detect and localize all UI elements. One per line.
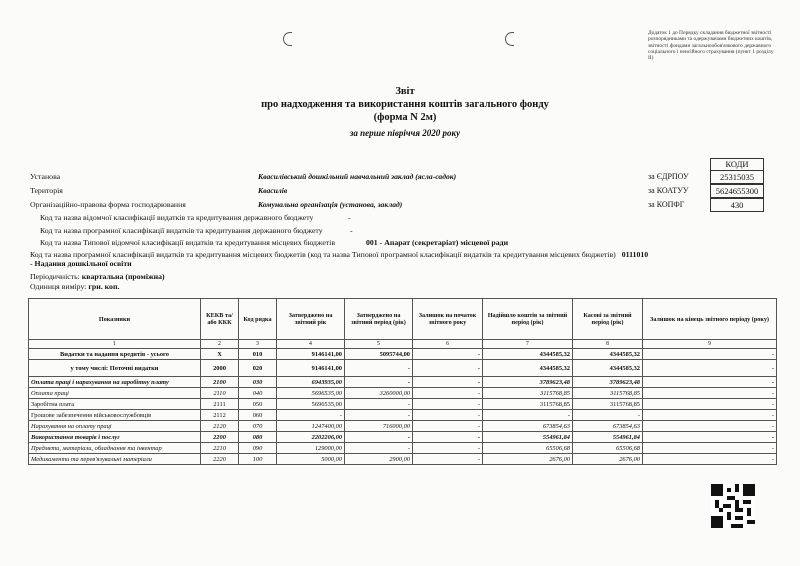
approval-note: Додаток 1 до Порядку складання бюджетної звітності розпорядниками та одержувачами бюджетних коштів, звітності фондами загальнообов'язкового державного соціального і пенсійного страхування (пункт 1 розділу II) (648, 30, 774, 62)
row-approved-year: 5696535,00 (277, 399, 345, 410)
koatuu-label: за КОАТУУ (648, 186, 689, 195)
row-cash-expenses: - (573, 410, 643, 421)
row-received: 2676,00 (483, 454, 573, 465)
row-code: 030 (239, 377, 277, 388)
row-cash-expenses: 4344585,32 (573, 349, 643, 360)
row-kekv: 2000 (201, 360, 239, 377)
table-row (29, 388, 777, 399)
codes-header: КОДИ (710, 158, 764, 170)
row-cash-expenses: 4344585,32 (573, 360, 643, 377)
row-start-balance: - (413, 388, 483, 399)
row-kekv: 2111 (201, 399, 239, 410)
row-kekv: 2112 (201, 410, 239, 421)
row-name: у тому числі: Поточні видатки (29, 360, 201, 377)
row-end-balance: - (643, 377, 777, 388)
row-kekv: 2120 (201, 421, 239, 432)
row-kekv: 2100 (201, 377, 239, 388)
local-program-class (30, 250, 650, 268)
row-cash-expenses: 3789623,48 (573, 377, 643, 388)
row-code: 050 (239, 399, 277, 410)
report-subtitle: про надходження та використання коштів загального фонду (261, 99, 549, 110)
table-row (29, 421, 777, 432)
table-row (29, 377, 777, 388)
column-number: 1 (29, 340, 201, 349)
row-approved-period: - (345, 410, 413, 421)
row-approved-period: - (345, 432, 413, 443)
report-period: за перше півріччя 2020 року (349, 128, 461, 138)
binder-hole-mark (283, 32, 292, 46)
column-number: 2 (201, 340, 239, 349)
row-approved-period: - (345, 360, 413, 377)
row-kekv: 2110 (201, 388, 239, 399)
column-header: Показники (29, 299, 201, 340)
column-number: 6 (413, 340, 483, 349)
row-approved-period: - (345, 443, 413, 454)
row-received: 3115768,85 (483, 399, 573, 410)
row-cash-expenses: 673854,63 (573, 421, 643, 432)
row-start-balance: - (413, 349, 483, 360)
local-program-class-label: Код та назва програмної класифікації видатків та кредитування місцевих бюджетів (код та назва Типової програмної класифікації видатків та кредитування місцевих бюджетів) (30, 250, 616, 259)
table-row (29, 360, 777, 377)
row-received: - (483, 410, 573, 421)
row-received: 673854,63 (483, 421, 573, 432)
edrpou-label: за ЄДРПОУ (648, 172, 689, 181)
row-name: Оплата праці і нарахування на заробітну плату (29, 377, 201, 388)
typical-class-label: Код та назва Типової відомчої класифікації видатків та кредитування місцевих бюджетів (40, 238, 336, 247)
row-name: Нарахування на оплату праці (29, 421, 201, 432)
row-end-balance: - (643, 399, 777, 410)
column-header: Надійшло коштів за звітний період (рік) (483, 299, 573, 340)
row-code: 080 (239, 432, 277, 443)
row-start-balance: - (413, 410, 483, 421)
row-approved-period: 3260000,00 (345, 388, 413, 399)
row-approved-year: 129000,00 (277, 443, 345, 454)
column-header: Касові за звітний період (рік) (573, 299, 643, 340)
column-number-row (29, 340, 777, 349)
territory-label: Територія (30, 186, 63, 195)
row-start-balance: - (413, 443, 483, 454)
table-row (29, 399, 777, 410)
row-kekv: 2210 (201, 443, 239, 454)
report-title: Звіт (395, 86, 415, 97)
institution-label: Установа (30, 172, 61, 181)
table-row (29, 443, 777, 454)
row-cash-expenses: 554961,84 (573, 432, 643, 443)
row-cash-expenses: 3115768,85 (573, 399, 643, 410)
row-approved-year: 5000,00 (277, 454, 345, 465)
row-end-balance: - (643, 410, 777, 421)
row-approved-period: - (345, 377, 413, 388)
row-approved-year: 6943935,00 (277, 377, 345, 388)
program-class-label: Код та назва програмної класифікації видатків та кредитування державного бюджету (40, 226, 323, 235)
column-number: 5 (345, 340, 413, 349)
periodicity-label: Періодичність: (30, 272, 80, 281)
row-approved-period: - (345, 399, 413, 410)
row-received: 3115768,85 (483, 388, 573, 399)
local-program-class-value: 0111010 - Надання дошкільної освіти (30, 250, 649, 268)
row-name: Предмети, матеріали, обладнання та інвентар (29, 443, 201, 454)
row-start-balance: - (413, 377, 483, 388)
row-start-balance: - (413, 432, 483, 443)
column-header: Затверджено на звітний період (рік) (345, 299, 413, 340)
row-kekv: 2220 (201, 454, 239, 465)
row-approved-year: 5696535,00 (277, 388, 345, 399)
column-number: 7 (483, 340, 573, 349)
legal-form-value: Комунальна організація (установа, заклад) (258, 200, 403, 209)
row-cash-expenses: 2676,00 (573, 454, 643, 465)
row-start-balance: - (413, 360, 483, 377)
table-row (29, 349, 777, 360)
column-header: Залишок на кінець звітного періоду (року) (643, 299, 777, 340)
row-approved-year: 9146141,00 (277, 349, 345, 360)
row-end-balance: - (643, 349, 777, 360)
row-start-balance: - (413, 421, 483, 432)
column-number: 3 (239, 340, 277, 349)
row-approved-period: 2900,00 (345, 454, 413, 465)
row-approved-period: 5095744,00 (345, 349, 413, 360)
row-received: 3789623,48 (483, 377, 573, 388)
row-end-balance: - (643, 443, 777, 454)
row-name: Видатки та надання кредитів - усього (29, 349, 201, 360)
departmental-class-label: Код та назва відомчої класифікації видатків та кредитування державного бюджету (40, 213, 314, 222)
periodicity (30, 272, 165, 281)
report-form-number: (форма N 2м) (373, 112, 437, 123)
column-number: 4 (277, 340, 345, 349)
institution-value: Квасилівський дошкільний навчальний заклад (ясла-садок) (258, 172, 457, 181)
typical-class-value: 001 - Апарат (секретаріат) місцевої ради (366, 238, 509, 247)
row-approved-year: 9146141,00 (277, 360, 345, 377)
row-start-balance: - (413, 454, 483, 465)
row-received: 4344585,32 (483, 360, 573, 377)
row-end-balance: - (643, 432, 777, 443)
table-row (29, 432, 777, 443)
edrpou-code: 25315035 (710, 170, 764, 184)
row-name: Використання товарів і послуг (29, 432, 201, 443)
row-start-balance: - (413, 399, 483, 410)
unit (30, 282, 119, 291)
row-code: 060 (239, 410, 277, 421)
row-code: 040 (239, 388, 277, 399)
column-header: Код рядка (239, 299, 277, 340)
report-table (28, 298, 777, 465)
row-end-balance: - (643, 454, 777, 465)
row-approved-year: 2202206,00 (277, 432, 345, 443)
row-name: Медикаменти та перев'язувальні матеріали (29, 454, 201, 465)
column-number: 8 (573, 340, 643, 349)
binder-hole-mark (505, 32, 514, 46)
row-kekv: 2200 (201, 432, 239, 443)
row-code: 100 (239, 454, 277, 465)
territory-value: Квасилів (258, 186, 288, 195)
row-received: 4344585,32 (483, 349, 573, 360)
row-received: 65506,68 (483, 443, 573, 454)
kopfg-label: за КОПФГ (648, 200, 685, 209)
program-class-value: - (350, 226, 353, 235)
row-approved-year: - (277, 410, 345, 421)
unit-label: Одиниця виміру: (30, 282, 87, 291)
column-number: 9 (643, 340, 777, 349)
table-row (29, 410, 777, 421)
periodicity-value: квартальна (проміжна) (81, 272, 165, 281)
row-end-balance: - (643, 360, 777, 377)
legal-form-label: Організаційно-правова форма господарювання (30, 200, 186, 209)
row-cash-expenses: 65506,68 (573, 443, 643, 454)
column-header: Затверджено на звітний рік (277, 299, 345, 340)
column-header: Залишок на початок звітного року (413, 299, 483, 340)
kopfg-code: 430 (710, 198, 764, 212)
row-code: 090 (239, 443, 277, 454)
row-approved-year: 1247400,00 (277, 421, 345, 432)
row-kekv: X (201, 349, 239, 360)
row-received: 554961,84 (483, 432, 573, 443)
qr-code-icon (711, 484, 755, 528)
row-end-balance: - (643, 388, 777, 399)
row-code: 070 (239, 421, 277, 432)
departmental-class-value: - (348, 213, 351, 222)
row-code: 010 (239, 349, 277, 360)
row-cash-expenses: 3115768,85 (573, 388, 643, 399)
table-header-row (29, 299, 777, 340)
row-approved-period: 716000,00 (345, 421, 413, 432)
row-name: Заробітна плата (29, 399, 201, 410)
column-header: КЕКВ та/або ККК (201, 299, 239, 340)
table-row (29, 454, 777, 465)
row-name: Оплата праці (29, 388, 201, 399)
row-code: 020 (239, 360, 277, 377)
koatuu-code: 5624655300 (710, 184, 764, 198)
row-end-balance: - (643, 421, 777, 432)
row-name: Грошове забезпечення військовослужбовців (29, 410, 201, 421)
unit-value: грн. коп. (88, 282, 120, 291)
